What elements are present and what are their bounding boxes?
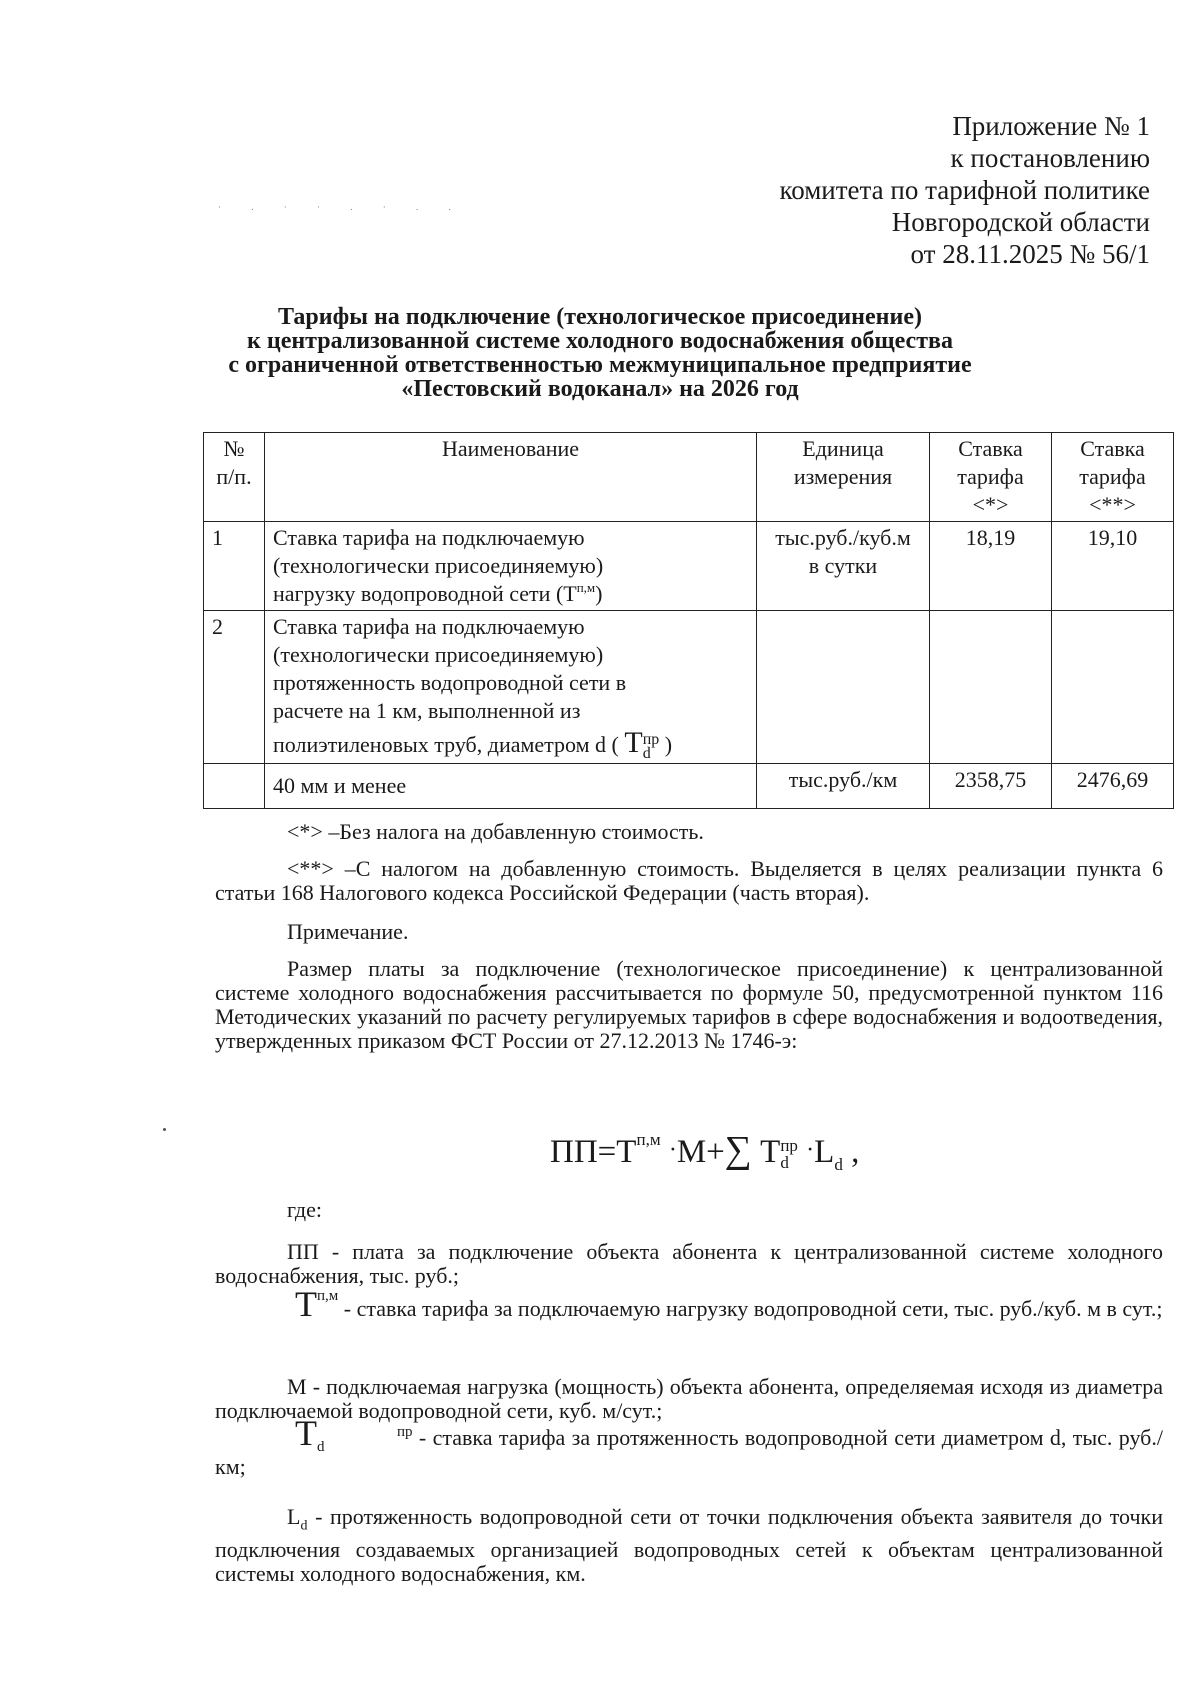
attachment-to-resolution: к постановлению — [950, 143, 1150, 173]
attachment-committee: комитета по тарифной политике — [779, 175, 1150, 205]
attachment-date-number: от 28.11.2025 № 56/1 — [910, 239, 1150, 269]
scan-speck — [163, 1128, 166, 1131]
row-name-superscript: п,м — [576, 580, 596, 595]
row-name — [265, 522, 757, 611]
definition-text: - ставка тарифа за протяженность водопроводной сети диаметром d, тыс. руб./км; — [215, 1425, 1163, 1479]
definition-superscript: п,м — [317, 1288, 339, 1304]
formula-term: ПП — [550, 1134, 598, 1170]
document-title — [120, 305, 1080, 401]
header-text: Единица — [802, 436, 884, 461]
header-text: измерения — [793, 464, 893, 489]
note-heading: Примечание. — [287, 919, 409, 944]
row-name-text: ) — [664, 732, 673, 757]
header-text: Ставка — [958, 436, 1023, 461]
tariff-table — [203, 432, 1174, 809]
footnote-no-vat: <*> –Без налога на добавленную стоимость. — [287, 819, 704, 844]
table-row — [204, 611, 1174, 764]
definition-m: М - подключаемая нагрузка (мощность) объекта абонента, определяемая исходя из диаметра подключаемой водопроводной сети, куб. м/сут.; — [215, 1374, 1163, 1423]
formula-operator: + — [706, 1134, 725, 1170]
definition-l — [215, 1505, 1163, 1586]
row-unit — [757, 522, 930, 611]
attachment-header — [779, 110, 1150, 270]
header-number — [204, 433, 265, 522]
header-text: тарифа — [957, 464, 1024, 489]
row-number — [204, 763, 265, 808]
row-name-line: (технологически присоединяемую) — [273, 553, 604, 578]
row-name-line: расчете на 1 км, выполненной из — [273, 698, 581, 723]
header-text: п/п. — [216, 464, 252, 489]
row-name-line — [273, 726, 748, 762]
sum-symbol: ∑ — [724, 1129, 752, 1171]
header-text: тарифа — [1079, 464, 1146, 489]
formula-operator: · — [806, 1137, 815, 1163]
symbol-superscript: пр — [642, 730, 660, 748]
definition-superscript: пр — [397, 1423, 413, 1440]
row-name-line — [273, 580, 748, 608]
header-text: <*> — [972, 492, 1009, 517]
row-name-text: полиэтиленовых труб, диаметром d ( — [273, 732, 619, 757]
connection-fee-formula — [550, 1128, 859, 1175]
note-paragraph: Размер платы за подключение (технологическое присоединение) к централизованной системе холодного водоснабжения рассчитывается по формуле 50, предусмотренной пунктом 116 Методических указаний по расчету регулируемых тарифов в сфере водоснабжения и водоотведения, утвержденных приказом ФСТ России от 27.12.2013 № 1746-э: — [215, 956, 1163, 1053]
title-line: «Пестовский водоканал» на 2026 год — [401, 376, 799, 402]
formula-term: L — [814, 1134, 835, 1170]
row-name-text: нагрузку водопроводной сети (Т — [273, 581, 577, 606]
definition-t-pr — [215, 1413, 1163, 1479]
title-line: Тарифы на подключение (технологическое присоединение) — [278, 304, 922, 330]
row-name-line: протяженность водопроводной сети в — [273, 670, 627, 695]
footnote-with-vat: <**> –С налогом на добавленную стоимость. Выделяется в целях реализации пункта 6 статьи 168 Налогового кодекса Российской Федерации (часть вторая). — [215, 856, 1163, 905]
where-label: где: — [287, 1197, 322, 1222]
definition-t-pm — [215, 1284, 1163, 1324]
table-header-row — [204, 433, 1174, 522]
table-row — [204, 763, 1174, 808]
formula-subscript: d — [834, 1155, 843, 1174]
symbol-subscript: d — [642, 744, 651, 762]
header-unit — [757, 433, 930, 522]
table-row — [204, 522, 1174, 611]
row-rate-with-vat: 19,10 — [1052, 522, 1174, 611]
header-text: № — [223, 436, 245, 461]
formula-term: Т — [760, 1134, 781, 1170]
definition-text: - ставка тарифа за подключаемую нагрузку водопроводной сети, тыс. руб./куб. м в сут.; — [338, 1296, 1163, 1321]
row-name-line: Ставка тарифа на подключаемую — [273, 525, 585, 550]
formula-term: М — [676, 1134, 707, 1170]
formula-indices — [780, 1137, 798, 1171]
formula-subscript: d — [780, 1153, 789, 1173]
scan-specks: · . · · . · . . — [218, 202, 465, 212]
header-rate-with-vat — [1052, 433, 1174, 522]
formula-operator: = — [597, 1134, 617, 1170]
definition-symbol: Т — [295, 1413, 317, 1453]
header-text: Ставка — [1080, 436, 1145, 461]
row-rate-with-vat: 2476,69 — [1052, 763, 1174, 808]
formula-superscript: п,м — [636, 1130, 661, 1149]
row-number: 1 — [204, 522, 265, 611]
attachment-number: Приложение № 1 — [952, 111, 1150, 141]
row-unit-line: в сутки — [808, 553, 878, 578]
row-number: 2 — [204, 611, 265, 764]
definition-text: - протяженность водопроводной сети от точки подключения объекта заявителя до точки подключения создаваемых организацией водопроводных сетей к объектам централизованной системы холодного водоснабжения, км. — [215, 1504, 1163, 1587]
definition-subscript: d — [317, 1438, 325, 1455]
row-name: 40 мм и менее — [265, 763, 757, 808]
formula-term: Т — [616, 1134, 637, 1170]
row-name-line: (технологически присоединяемую) — [273, 642, 604, 667]
row-rate-no-vat — [930, 611, 1052, 764]
title-line: с ограниченной ответственностью межмуниципальное предприятие — [228, 352, 972, 378]
row-rate-no-vat: 18,19 — [930, 522, 1052, 611]
definition-symbol: Т — [295, 1284, 317, 1324]
row-unit-line: тыс.руб./куб.м — [775, 525, 911, 550]
row-unit — [757, 611, 930, 764]
definition-indices — [317, 1425, 413, 1455]
header-rate-no-vat — [930, 433, 1052, 522]
symbol-indices — [642, 730, 660, 762]
row-rate-no-vat: 2358,75 — [930, 763, 1052, 808]
formula-superscript: пр — [780, 1136, 798, 1156]
header-text: <**> — [1089, 492, 1136, 517]
definition-subscript: d — [300, 1518, 308, 1534]
row-name — [265, 611, 757, 764]
formula-punctuation: , — [851, 1134, 860, 1170]
row-unit: тыс.руб./км — [757, 763, 930, 808]
tariff-symbol: Т — [624, 726, 643, 759]
title-line: к централизованной системе холодного водоснабжения общества — [247, 328, 953, 354]
row-name-line: Ставка тарифа на подключаемую — [273, 614, 585, 639]
row-name-text: ) — [595, 581, 603, 606]
attachment-region: Новгородской области — [891, 207, 1150, 237]
header-name: Наименование — [265, 433, 757, 522]
definition-symbol: L — [287, 1504, 301, 1529]
formula-operator: · — [668, 1137, 677, 1163]
definition-pp: ПП - плата за подключение объекта абонента к централизованной системе холодного водоснабжения, тыс. руб.; — [215, 1239, 1163, 1288]
row-rate-with-vat — [1052, 611, 1174, 764]
